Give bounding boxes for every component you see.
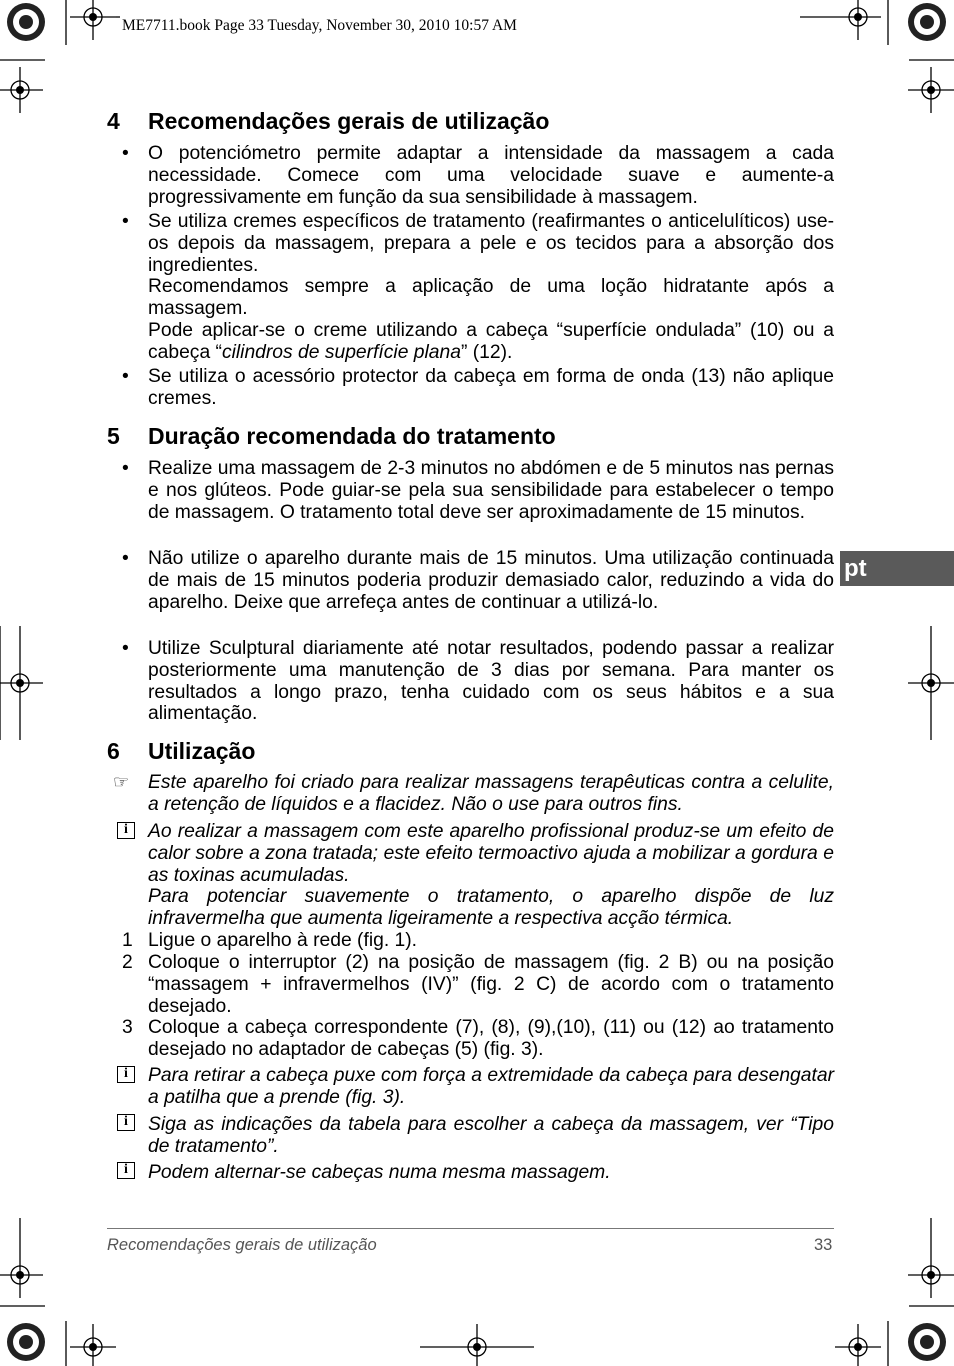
bullet: • (122, 211, 129, 232)
info-note (148, 821, 834, 930)
info-note: Siga as indicações da tabela para escolher a cabeça da massagem, ver “Tipo de tratamento”. (148, 1114, 834, 1157)
section-5-heading (107, 423, 556, 450)
list-item: Não utilize o aparelho durante mais de 15 minutos. Uma utilização continuada de mais de 15 minutos poderia produzir demasiado calor, reduzindo a vida do aparelho. Deixe que arrefeça antes de continuar a utilizá-lo. (148, 548, 834, 613)
section-6-heading (107, 738, 255, 765)
info-note: Para retirar a cabeça puxe com força a extremidade da cabeça para desengatar a patilha que a prende (fig. 3). (148, 1065, 834, 1108)
step-number: 2 (122, 952, 133, 973)
section-number: 6 (107, 738, 120, 764)
paragraph: Recomendamos sempre a aplicação de uma loção hidratante após a massagem. (148, 276, 834, 320)
info-icon: i (117, 822, 135, 839)
paragraph (148, 320, 834, 364)
italic-run: cilindros de superfície plana (221, 341, 461, 363)
pointing-hand-icon: ☞ (113, 772, 130, 792)
paragraph: Se utiliza cremes específicos de tratamento (reafirmantes o anticelulíticos) use-os depois da massagem, prepara a pele e os tecidos para a absorção dos ingredientes. (148, 211, 834, 276)
paragraph: Ao realizar a massagem com este aparelho profissional produz-se um efeito de calor sobre a zona tratada; este efeito termoactivo ajuda a mobilizar a gordura e as toxinas acumuladas. (148, 821, 834, 886)
footer-title: Recomendações gerais de utilização (107, 1236, 377, 1254)
info-icon: i (117, 1162, 135, 1179)
list-item (148, 211, 834, 364)
text-run: Pode aplicar-se o creme utilizando a cabeça “superfície ondulada” (10) ou a cabeça “ (148, 319, 834, 363)
bullet: • (122, 458, 129, 479)
footer-rule (107, 1228, 834, 1229)
warning-note: Este aparelho foi criado para realizar massagens terapêuticas contra a celulite, a retenção de líquidos e a flacidez. Não o use para outros fins. (148, 772, 834, 815)
bullet: • (122, 638, 129, 659)
list-item: Realize uma massagem de 2-3 minutos no abdómen e de 5 minutos nas pernas e nos glúteos. Pode guiar-se pela sua sensibilidade para estabelecer o tempo de massagem. O tratamento total deve ser aproximadamente de 15 minutos. (148, 458, 834, 523)
list-item: Utilize Sculptural diariamente até notar resultados, podendo passar a realizar posteriormente uma manutenção de 3 dias por semana. Para manter os resultados a longo prazo, tenha cuidado com os seus hábitos e a sua alimentação. (148, 638, 834, 725)
paragraph: Para potenciar suavemente o tratamento, o aparelho dispõe de luz infravermelha que aumenta ligeiramente a respectiva acção térmica. (148, 886, 834, 930)
bullet: • (122, 143, 129, 164)
text-run: ” (12). (460, 341, 513, 363)
section-title: Recomendações gerais de utilização (148, 108, 550, 134)
bullet: • (122, 548, 129, 569)
section-4-heading (107, 108, 549, 135)
list-item: O potenciómetro permite adaptar a intensidade da massagem a cada necessidade. Comece com uma velocidade suave e aumente-a progressivamente em função da sua sensibilidade à massagem. (148, 143, 834, 208)
section-number: 5 (107, 423, 120, 449)
section-title: Duração recomendada do tratamento (148, 423, 556, 449)
step-text: Coloque a cabeça correspondente (7), (8), (9),(10), (11) ou (12) ao tratamento desejado no adaptador de cabeças (5) (fig. 3). (148, 1017, 834, 1060)
section-title: Utilização (148, 738, 256, 764)
list-item: Se utiliza o acessório protector da cabeça em forma de onda (13) não aplique cremes. (148, 366, 834, 409)
step-number: 1 (122, 930, 133, 951)
language-tab: pt (840, 551, 954, 586)
info-note: Podem alternar-se cabeças numa mesma massagem. (148, 1162, 611, 1183)
page-number: 33 (814, 1236, 833, 1254)
section-number: 4 (107, 108, 120, 134)
info-icon: i (117, 1114, 135, 1131)
step-text: Coloque o interruptor (2) na posição de massagem (fig. 2 B) ou na posição “massagem + infravermelhos (IV)” (fig. 2 C) de acordo com o tratamento desejado. (148, 952, 834, 1017)
info-icon: i (117, 1066, 135, 1083)
step-number: 3 (122, 1017, 133, 1038)
bullet: • (122, 366, 129, 387)
step-text: Ligue o aparelho à rede (fig. 1). (148, 930, 418, 951)
book-header: ME7711.book Page 33 Tuesday, November 30, 2010 10:57 AM (122, 17, 517, 34)
